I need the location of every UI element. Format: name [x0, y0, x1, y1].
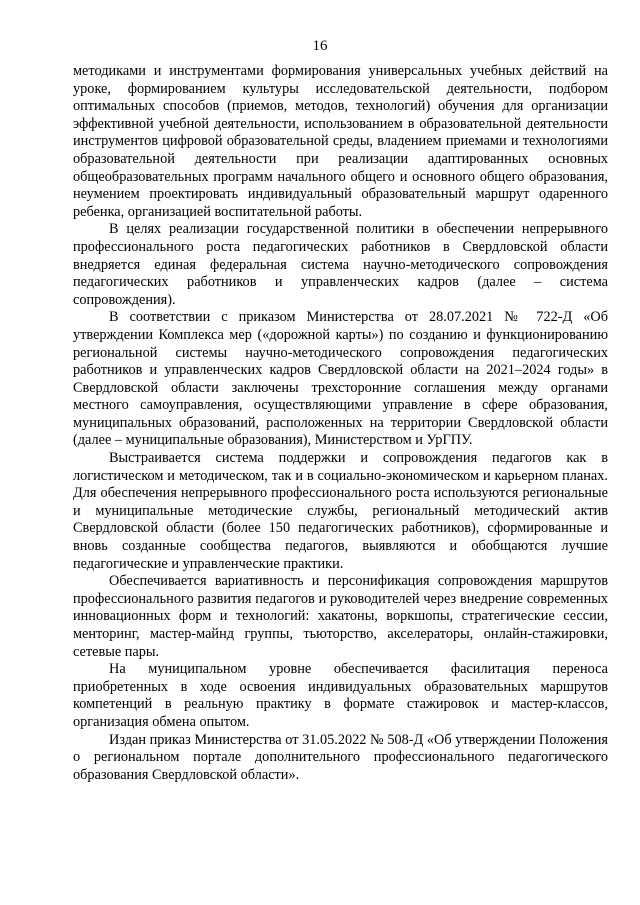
- paragraph: методиками и инструментами формирования универсальных учебных действий на уроке, формированием культуры исследовательской деятельности, подбором оптимальных способов (приемов, методов, технологий) обучения для организации эффективной учебной деятельности, использованием в образовательной деятельности инструментов цифровой образовательной среды, владением приемами и технологиями образовательной деятельности при реализации адаптированных основных общеобразовательных программ начального общего и основного общего образования, неумением проектировать индивидуальный образовательный маршрут одаренного ребенка, организацией воспитательной работы.: [73, 63, 608, 220]
- paragraph: Обеспечивается вариативность и персонификация сопровождения маршрутов профессионального развития педагогов и руководителей через внедрение современных инновационных форм и технологий: хакатоны, воркшопы, стратегические сессии, менторинг, мастер-майнд группы, тьюторство, акселераторы, онлайн-стажировки, сетевые пары.: [73, 573, 608, 660]
- page-number: 16: [312, 38, 328, 54]
- paragraph: На муниципальном уровне обеспечивается фасилитация переноса приобретенных в ходе освоения индивидуальных образовательных маршрутов компетенций в реальную практику в формате стажировок и мастер-классов, организация обмена опытом.: [73, 661, 608, 730]
- paragraph: Выстраивается система поддержки и сопровождения педагогов как в логистическом и методическом, так и в социально-экономическом и карьерном планах. Для обеспечения непрерывного профессионального роста используются региональные и муниципальные методические службы, региональный методический актив Свердловской области (более 150 педагогических работников), сформированные и вновь созданные сообщества педагогов, выявляются и обобщаются лучшие педагогические и управленческие практики.: [73, 450, 608, 572]
- body-text: [73, 63, 608, 784]
- paragraph: В целях реализации государственной политики в обеспечении непрерывного профессионального роста педагогических работников в Свердловской области внедряется единая федеральная система научно-методического сопровождения педагогических работников и управленческих кадров (далее – система сопровождения).: [73, 221, 608, 308]
- paragraph: В соответствии с приказом Министерства от 28.07.2021 № 722-Д «Об утверждении Комплекса мер («дорожной карты») по созданию и функционированию региональной системы научно-методического сопровождения педагогических работников и управленческих кадров Свердловской области на 2021–2024 годы» в Свердловской области заключены трехсторонние соглашения между органами местного самоуправления, осуществляющими управление в сфере образования, муниципальных образований, расположенных на территории Свердловской области (далее – муниципальные образования), Министерством и УрГПУ.: [73, 309, 608, 449]
- paragraph: Издан приказ Министерства от 31.05.2022 № 508-Д «Об утверждении Положения о региональном портале дополнительного профессионального педагогического образования Свердловской области».: [73, 731, 608, 783]
